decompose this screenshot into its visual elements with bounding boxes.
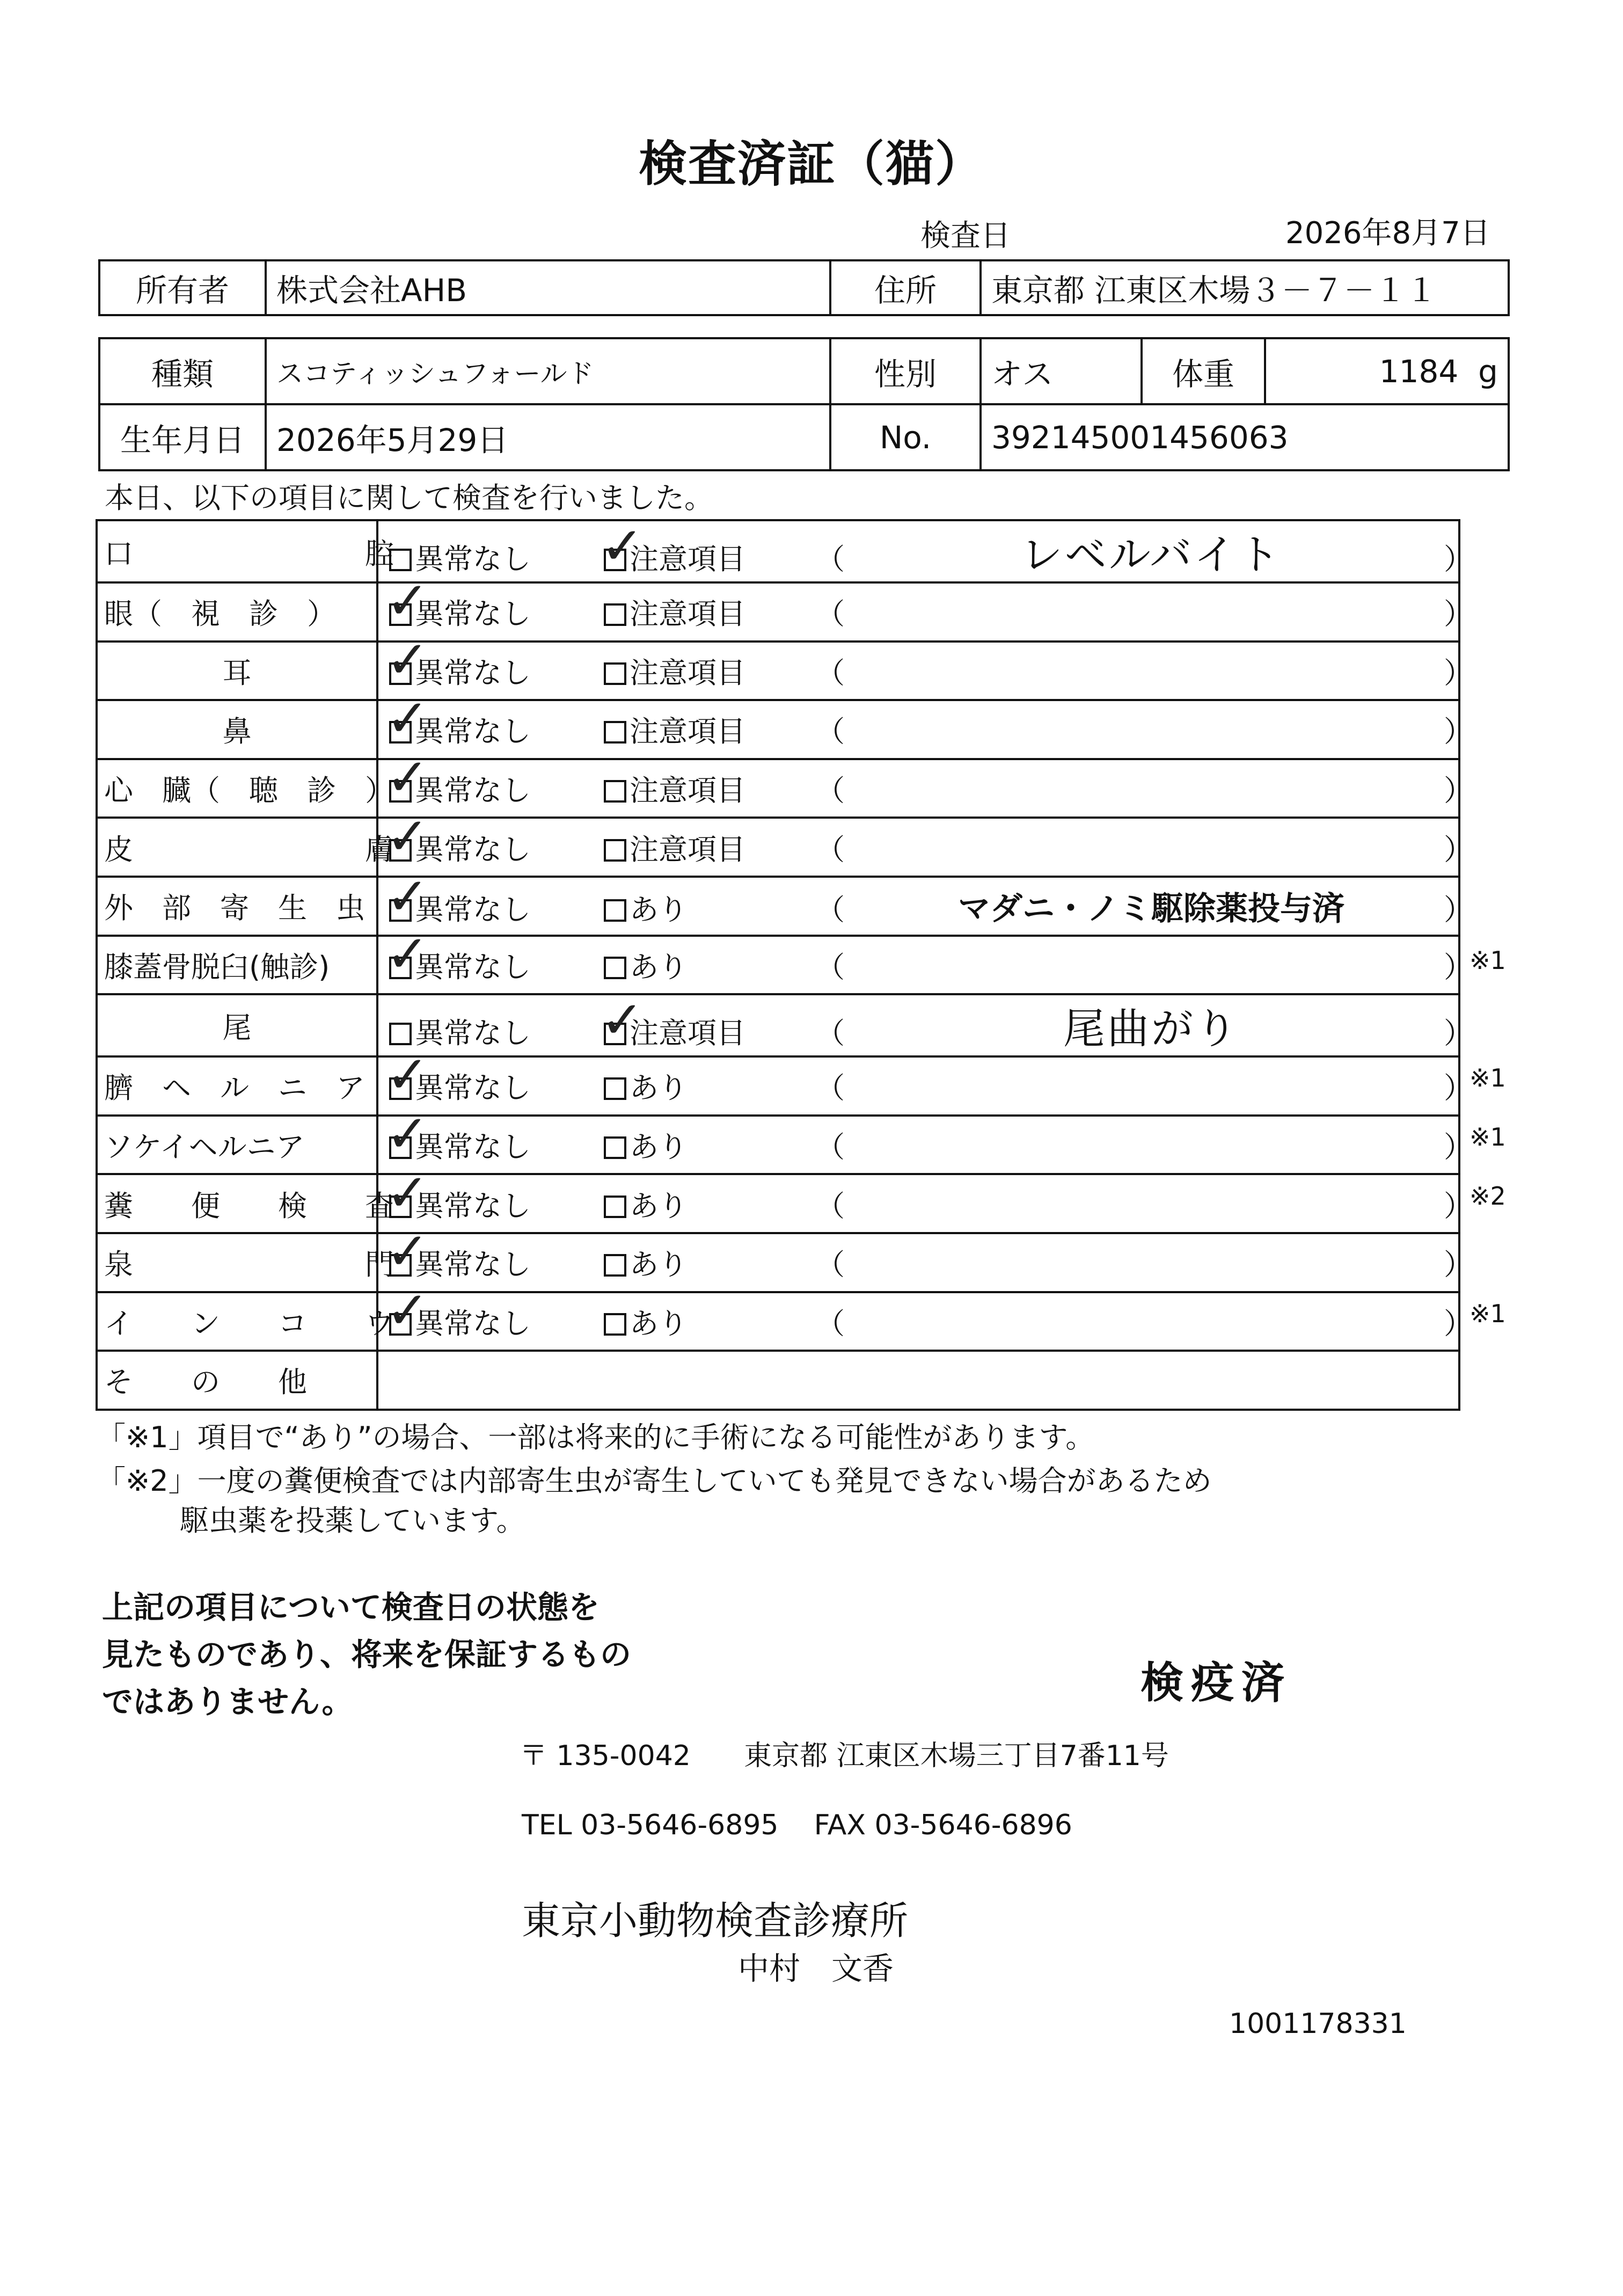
option-label: 注意項目 <box>630 774 745 808</box>
checkbox-icon[interactable] <box>604 839 626 862</box>
option-label: あり <box>630 1189 688 1223</box>
item-label: 口 腔 <box>104 536 394 571</box>
item-label: 尾 <box>222 1010 252 1045</box>
inspection-row <box>97 1292 1459 1351</box>
inspection-row <box>97 936 1459 995</box>
open-paren: （ <box>816 1130 845 1164</box>
option-caution[interactable] <box>604 1301 816 1342</box>
option-label: 注意項目 <box>630 655 745 690</box>
option-label: 異常なし <box>415 892 531 927</box>
inspection-row <box>97 582 1459 642</box>
checkbox-icon[interactable] <box>604 780 626 803</box>
option-label: 異常なし <box>415 655 531 690</box>
close-paren: ） <box>1444 774 1473 808</box>
close-paren: ） <box>1444 1306 1473 1340</box>
checkbox-icon[interactable] <box>604 603 626 626</box>
item-label-cell <box>97 818 394 877</box>
option-caution[interactable] <box>601 990 816 1052</box>
checkbox-icon[interactable] <box>604 662 626 685</box>
option-normal[interactable] <box>386 629 604 691</box>
checkbox-icon[interactable] <box>604 1196 626 1218</box>
item-label: 泉 門 <box>104 1248 394 1282</box>
inspection-row <box>97 520 1459 582</box>
option-label: あり <box>630 1248 688 1282</box>
clinic-address <box>520 1733 1169 1773</box>
option-label: 注意項目 <box>630 715 745 749</box>
option-caution[interactable] <box>604 709 816 750</box>
open-paren: （ <box>816 715 845 749</box>
inspection-row <box>97 818 1459 877</box>
item-options <box>377 1162 1473 1233</box>
weight-label: 体重 <box>1142 338 1265 404</box>
document-title: 検査済証（猫） <box>639 136 984 192</box>
weight-unit: g <box>1478 353 1498 390</box>
item-label-cell <box>97 1292 394 1351</box>
side-note: ※1 <box>1470 1299 1506 1328</box>
option-normal[interactable] <box>386 1104 604 1165</box>
option-label: 異常なし <box>415 1016 531 1051</box>
check-mark-icon: ✓ <box>386 923 429 984</box>
street-address: 東京都 江東区木場三丁目7番11号 <box>744 1740 1169 1772</box>
open-paren: （ <box>816 655 845 690</box>
close-paren: ） <box>1444 1130 1473 1164</box>
item-options <box>377 923 1473 995</box>
item-note: 尾曲がり <box>1063 1005 1239 1054</box>
close-paren: ） <box>1444 950 1473 984</box>
item-label-cell <box>97 877 377 936</box>
item-label-cell <box>97 520 394 582</box>
item-label-cell <box>97 582 377 642</box>
option-caution[interactable] <box>604 768 816 809</box>
footnote-1: 「※1」項目で“あり”の場合、一部は将来的に手術になる可能性があります。 <box>97 1420 1095 1454</box>
item-options <box>377 747 1473 818</box>
close-paren: ） <box>1444 1189 1473 1223</box>
option-caution[interactable] <box>604 1124 816 1165</box>
clinic-name: 東京小動物検査診療所 <box>522 1898 909 1943</box>
checkbox-icon[interactable] <box>604 1254 626 1277</box>
open-paren: （ <box>816 774 845 808</box>
item-note: レベルバイト <box>1020 531 1282 579</box>
inspection-row-other <box>97 1351 1459 1410</box>
item-label: 鼻 <box>222 715 252 749</box>
declaration-line: ではありません。 <box>102 1683 353 1720</box>
close-paren: ） <box>1444 542 1473 576</box>
check-mark-icon: ✓ <box>386 1045 429 1105</box>
item-label-cell <box>97 1116 377 1175</box>
inspection-row <box>97 759 1459 818</box>
item-options <box>377 629 1473 701</box>
option-label: あり <box>630 892 688 927</box>
open-paren: （ <box>816 542 845 576</box>
item-label: 糞 便 検 査 <box>104 1189 394 1223</box>
inspection-date: 2026年8月7日 <box>1285 216 1490 251</box>
item-options <box>377 571 1473 642</box>
registration-number: 392145001456063 <box>981 404 1509 470</box>
inspection-items-table <box>96 516 1473 1411</box>
option-label: 異常なし <box>415 1189 531 1223</box>
owner-address: 東京都 江東区木場３－７－１１ <box>981 260 1509 315</box>
close-paren: ） <box>1444 597 1473 631</box>
check-mark-icon: ✓ <box>386 806 429 866</box>
close-paren: ） <box>1444 655 1473 690</box>
side-note: ※1 <box>1470 1123 1506 1151</box>
item-options <box>377 516 1473 582</box>
close-paren: ） <box>1444 892 1473 927</box>
item-options <box>377 1045 1473 1116</box>
option-label: 異常なし <box>415 1071 531 1105</box>
item-label-cell <box>97 1056 377 1116</box>
item-label: 心 臓（ 聴 診 ） <box>104 774 394 808</box>
item-options <box>377 806 1473 877</box>
address-label: 住所 <box>830 260 981 315</box>
fax: FAX 03-5646-6896 <box>814 1809 1072 1841</box>
check-mark-icon: ✓ <box>386 1280 429 1340</box>
item-label: 耳 <box>222 655 252 690</box>
checkbox-icon[interactable] <box>604 1136 626 1159</box>
declaration-line: 見たものであり、将来を保証するもの <box>102 1636 632 1673</box>
option-label: 注意項目 <box>630 1016 745 1051</box>
veterinarian-name: 中村 文香 <box>738 1950 894 1987</box>
inspection-row <box>97 994 1459 1056</box>
check-mark-icon: ✓ <box>386 1162 429 1223</box>
option-caution[interactable] <box>604 887 816 928</box>
other-value <box>377 1351 1459 1410</box>
option-normal[interactable] <box>386 747 604 809</box>
check-mark-icon: ✓ <box>386 1104 429 1164</box>
item-label-cell <box>97 994 377 1056</box>
item-label-cell <box>97 1233 394 1292</box>
option-label: 異常なし <box>415 542 531 576</box>
option-caution[interactable] <box>604 650 816 691</box>
item-options <box>377 866 1473 936</box>
no-label: No. <box>830 404 981 470</box>
option-normal[interactable] <box>386 688 604 750</box>
item-label-cell <box>97 936 377 995</box>
declaration-line: 上記の項目について検査日の状態を <box>102 1589 600 1626</box>
option-label: 異常なし <box>415 1306 531 1340</box>
close-paren: ） <box>1444 1071 1473 1105</box>
declaration <box>102 1584 631 1725</box>
other-label: そ の 他 <box>97 1351 377 1410</box>
check-mark-icon: ✓ <box>601 990 644 1051</box>
close-paren: ） <box>1444 1016 1473 1051</box>
option-caution[interactable] <box>601 516 816 578</box>
side-note: ※1 <box>1470 1063 1506 1093</box>
close-paren: ） <box>1444 715 1473 749</box>
option-normal[interactable] <box>386 806 604 868</box>
check-mark-icon: ✓ <box>386 571 429 631</box>
item-label: 眼（ 視 診 ） <box>104 597 336 631</box>
inspection-row <box>97 1056 1459 1116</box>
weight: 1184 <box>1379 353 1459 390</box>
option-caution[interactable] <box>604 1183 816 1224</box>
option-label: 異常なし <box>415 1130 531 1164</box>
option-label: 注意項目 <box>630 832 745 866</box>
open-paren: （ <box>816 892 845 927</box>
animal-table <box>98 337 1510 471</box>
checkbox-icon[interactable] <box>604 1313 626 1336</box>
side-note: ※2 <box>1470 1181 1506 1211</box>
open-paren: （ <box>816 1189 845 1223</box>
option-label: 異常なし <box>415 832 531 866</box>
item-note: マダニ・ノミ駆除薬投与済 <box>958 890 1344 928</box>
option-label: 異常なし <box>415 597 531 631</box>
item-options <box>377 1221 1473 1292</box>
item-label: 外 部 寄 生 虫 <box>104 891 365 925</box>
check-mark-icon: ✓ <box>386 1221 429 1282</box>
inspection-row <box>97 642 1459 701</box>
sex: オス <box>981 338 1142 404</box>
checkbox-icon[interactable] <box>389 1023 412 1045</box>
side-note: ※1 <box>1470 946 1506 975</box>
item-label: 膝蓋骨脱臼(触診) <box>104 950 330 984</box>
close-paren: ） <box>1444 1248 1473 1282</box>
dob: 2026年5月29日 <box>266 404 830 470</box>
intro-text: 本日、以下の項目に関して検査を行いました。 <box>105 481 713 515</box>
check-mark-icon: ✓ <box>386 629 429 690</box>
sex-label: 性別 <box>830 338 981 404</box>
open-paren: （ <box>816 950 845 984</box>
item-options <box>377 688 1473 759</box>
option-label: あり <box>630 1130 688 1164</box>
item-options <box>377 990 1473 1056</box>
option-label: 異常なし <box>415 1248 531 1282</box>
item-label: 臍 ヘ ル ニ ア <box>104 1071 365 1105</box>
item-label: イ ン コ ウ <box>104 1306 394 1340</box>
inspection-date-label: 検査日 <box>920 218 1011 253</box>
item-label-cell <box>97 759 394 818</box>
option-caution[interactable] <box>604 1242 816 1283</box>
option-normal[interactable] <box>386 866 604 928</box>
open-paren: （ <box>816 1306 845 1340</box>
option-label: 異常なし <box>415 950 531 984</box>
weight-cell <box>1265 338 1509 404</box>
postal-code: 〒 135-0042 <box>520 1740 691 1772</box>
check-mark-icon: ✓ <box>386 747 429 808</box>
option-normal[interactable] <box>386 1162 604 1224</box>
option-caution[interactable] <box>604 1065 816 1106</box>
option-caution[interactable] <box>604 827 816 868</box>
open-paren: （ <box>816 1016 845 1051</box>
close-paren: ） <box>1444 832 1473 866</box>
option-normal[interactable] <box>386 1280 604 1342</box>
option-normal[interactable] <box>386 1045 604 1106</box>
check-mark-icon: ✓ <box>386 688 429 749</box>
checkbox-icon[interactable] <box>604 721 626 744</box>
inspection-row <box>97 1233 1459 1292</box>
open-paren: （ <box>816 1071 845 1105</box>
phone: TEL 03-5646-6895 <box>522 1809 779 1841</box>
quarantine-stamp: 検疫済 <box>1141 1658 1292 1708</box>
item-options <box>377 1104 1473 1175</box>
inspection-row <box>97 877 1459 936</box>
open-paren: （ <box>816 832 845 866</box>
item-label-cell <box>97 700 377 759</box>
option-label: あり <box>630 950 688 984</box>
document-number: 1001178331 <box>1229 2008 1407 2040</box>
item-label: 皮 膚 <box>104 832 394 866</box>
item-label-cell <box>97 642 377 701</box>
item-label: ソケイヘルニア <box>104 1130 305 1164</box>
option-label: 注意項目 <box>630 597 745 631</box>
owner-label: 所有者 <box>99 260 266 315</box>
option-label: あり <box>630 1071 688 1105</box>
check-mark-icon: ✓ <box>601 516 644 576</box>
option-label: 異常なし <box>415 715 531 749</box>
check-mark-icon: ✓ <box>386 866 429 927</box>
clinic-contact <box>522 1809 1072 1841</box>
checkbox-icon[interactable] <box>604 1077 626 1100</box>
item-label-cell <box>97 1174 394 1233</box>
option-normal[interactable] <box>386 1221 604 1283</box>
checkbox-icon[interactable] <box>604 957 626 979</box>
footnote-2: 「※2」一度の糞便検査では内部寄生虫が寄生していても発見できない場合があるため <box>97 1464 1212 1498</box>
open-paren: （ <box>816 1248 845 1282</box>
breed: スコティッシュフォールド <box>266 338 830 404</box>
checkbox-icon[interactable] <box>604 899 626 922</box>
owner-name: 株式会社AHB <box>266 260 830 315</box>
inspection-row <box>97 1174 1459 1233</box>
option-label: 注意項目 <box>630 542 745 576</box>
option-label: あり <box>630 1306 688 1340</box>
owner-table <box>98 259 1510 316</box>
breed-label: 種類 <box>99 338 266 404</box>
option-caution[interactable] <box>604 591 816 632</box>
option-label: 異常なし <box>415 774 531 808</box>
option-normal[interactable] <box>386 571 604 632</box>
footnote-2-cont: 駆虫薬を投薬しています。 <box>180 1504 525 1537</box>
open-paren: （ <box>816 597 845 631</box>
item-options <box>377 1280 1473 1351</box>
option-normal[interactable] <box>386 923 604 986</box>
inspection-row <box>97 1116 1459 1175</box>
checkbox-icon[interactable] <box>389 549 412 571</box>
option-caution[interactable] <box>604 944 816 986</box>
dob-label: 生年月日 <box>99 404 266 470</box>
inspection-row <box>97 700 1459 759</box>
